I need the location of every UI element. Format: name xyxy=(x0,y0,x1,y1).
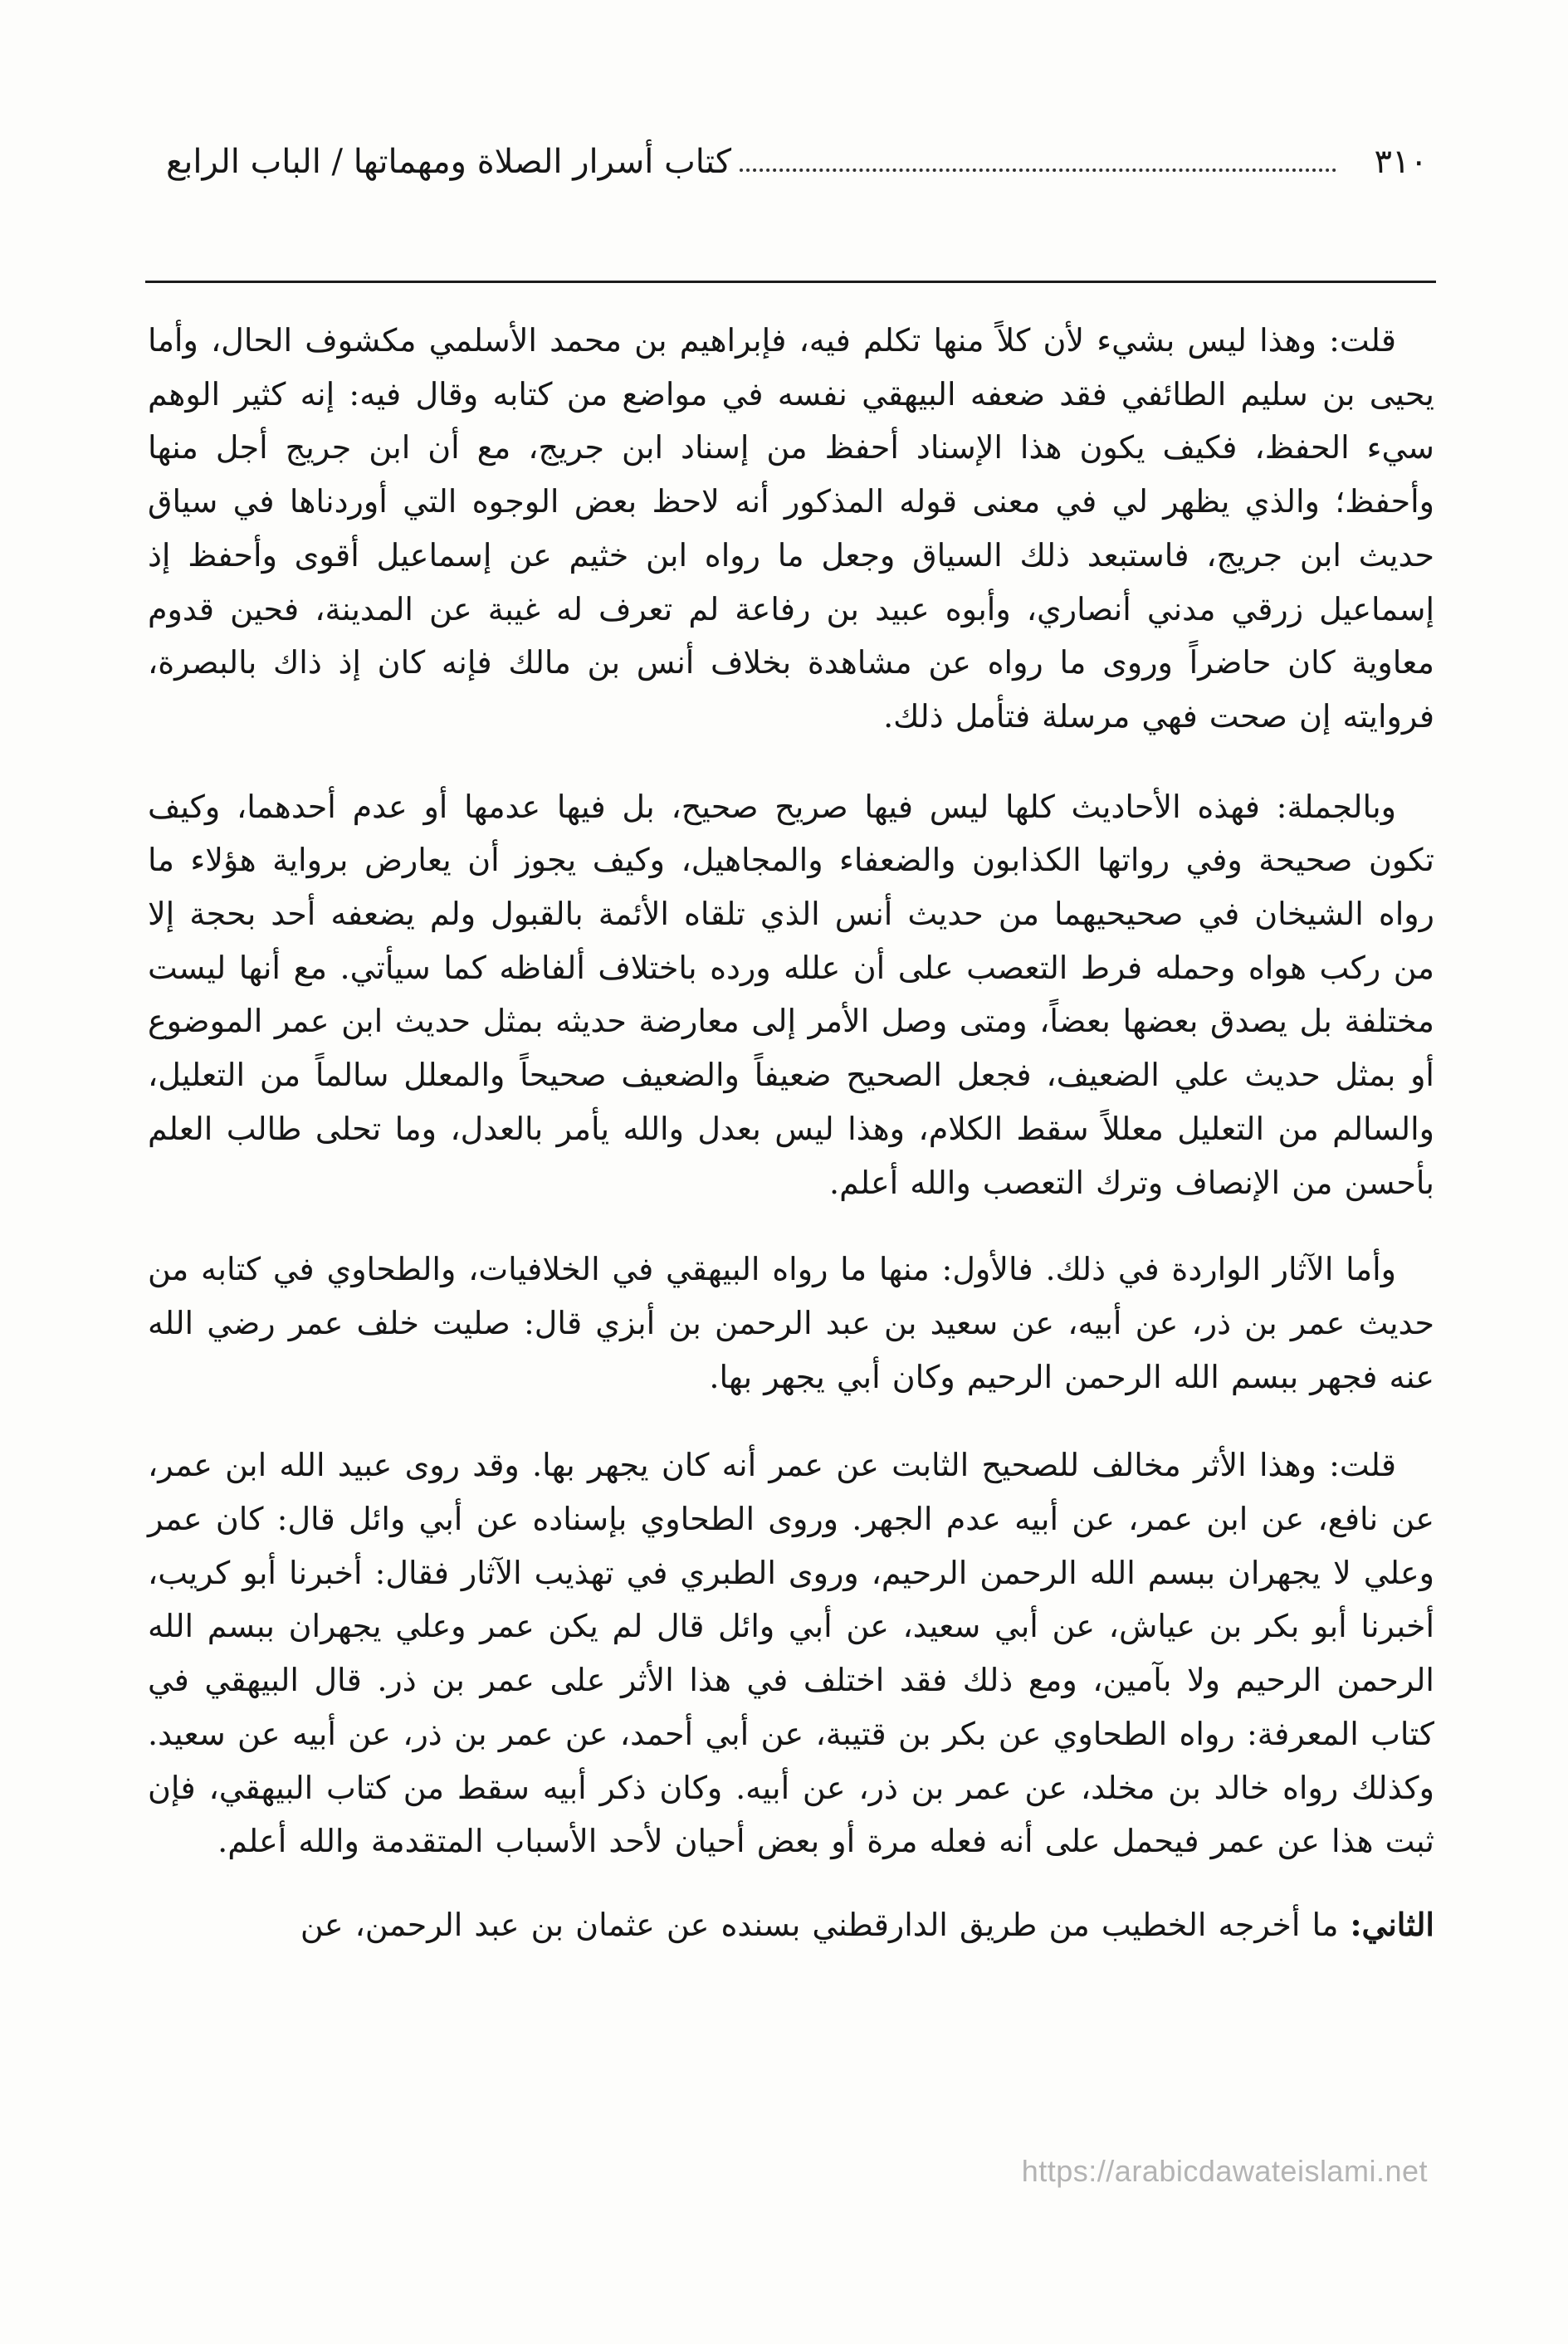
paragraph-4: قلت: وهذا الأثر مخالف للصحيح الثابت عن عمر أنه كان يجهر بها. وقد روى عبيد الله ابن عمر، عن نافع، عن ابن عمر، عن أبيه عدم الجهر. وروى الطحاوي بإسناده عن أبي وائل قال: كان عمر وعلي لا يجهران ببسم الله الرحمن الرحيم، وروى الطبري في تهذيب الآثار فقال: أخبرنا أبو كريب، أخبرنا أبو بكر بن عياش، عن أبي سعيد، عن أبي وائل قال لم يكن عمر وعلي يجهران ببسم الله الرحمن الرحيم ولا بآمين، ومع ذلك فقد اختلف في هذا الأثر على عمر بن ذر. قال البيهقي في كتاب المعرفة: رواه الطحاوي عن بكر بن قتيبة، عن أبي أحمد، عن عمر بن ذر، عن أبيه عن سعيد. وكذلك رواه خالد بن مخلد، عن عمر بن ذر، عن أبيه. وكان ذكر أبيه سقط من كتاب البيهقي، فإن ثبت هذا عن عمر فيحمل على أنه فعله مرة أو بعض أحيان لأحد الأسباب المتقدمة والله أعلم. xyxy=(148,1447,1434,1860)
page-number: ٣١٠ xyxy=(1374,143,1428,181)
paragraph-5 xyxy=(148,1898,1434,1952)
paragraph-5-text: ما أخرجه الخطيب من طريق الدارقطني بسنده عن عثمان بن عبد الرحمن، عن xyxy=(300,1906,1351,1943)
body-text xyxy=(148,314,1434,1952)
watermark-url: https://arabicdawateislami.net xyxy=(1021,2154,1428,2188)
header-rule xyxy=(145,281,1436,283)
paragraph-2: وبالجملة: فهذه الأحاديث كلها ليس فيها صريح صحيح، بل فيها عدمها أو عدم أحدهما، وكيف تكون صحيحة وفي رواتها الكذابون والضعفاء والمجاهيل، وكيف يجوز أن يعارض برواية هؤلاء ما رواه الشيخان في صحيحيهما من حديث أنس الذي تلقاه الأئمة بالقبول ولم يضعفه أحد بحجة إلا من ركب هواه وحمله فرط التعصب على أن علله ورده باختلاف ألفاظه كما سيأتي. مع أنها ليست مختلفة بل يصدق بعضها بعضاً، ومتى وصل الأمر إلى معارضة حديثه بمثل حديث ابن عمر الموضوع أو بمثل حديث علي الضعيف، فجعل الصحيح ضعيفاً والضعيف صحيحاً والمعلل سالماً من التعليل، والسالم من التعليل معللاً سقط الكلام، وهذا ليس بعدل والله يأمر بالعدل، وما تحلى طالب العلم بأحسن من الإنصاف وترك التعصب والله أعلم. xyxy=(148,788,1434,1201)
header-dotted-leader xyxy=(740,165,1336,172)
running-header xyxy=(149,125,1428,199)
paragraph-3: وأما الآثار الواردة في ذلك. فالأول: منها ما رواه البيهقي في الخلافيات، والطحاوي في كتابه من حديث عمر بن ذر، عن أبيه، عن سعيد بن عبد الرحمن بن أبزي قال: صليت خلف عمر رضي الله عنه فجهر ببسم الله الرحمن الرحيم وكان أبي يجهر بها. xyxy=(148,1251,1434,1395)
chapter-title: كتاب أسرار الصلاة ومهماتها / الباب الرابع xyxy=(166,143,732,181)
paragraph-1: قلت: وهذا ليس بشيء لأن كلاً منها تكلم فيه، فإبراهيم بن محمد الأسلمي مكشوف الحال، وأما يحيى بن سليم الطائفي فقد ضعفه البيهقي نفسه في مواضع من كتابه وقال فيه: إنه كثير الوهم سيء الحفظ، فكيف يكون هذا الإسناد أحفظ من إسناد ابن جريج، مع أن ابن جريج أجل منها وأحفظ؛ والذي يظهر لي في معنى قوله المذكور أنه لاحظ بعض الوجوه التي أوردناها في سياق حديث ابن جريج، فاستبعد ذلك السياق وجعل ما رواه ابن خثيم عن إسماعيل أقوى وأحفظ إذ إسماعيل زرقي مدني أنصاري، وأبوه عبيد بن رفاعة لم تعرف له غيبة عن المدينة، فحين قدوم معاوية كان حاضراً وروى ما رواه عن مشاهدة بخلاف أنس بن مالك فإنه كان إذ ذاك بالبصرة، فروايته إن صحت فهي مرسلة فتأمل ذلك. xyxy=(148,322,1434,735)
paragraph-5-lead: الثاني: xyxy=(1350,1905,1434,1943)
